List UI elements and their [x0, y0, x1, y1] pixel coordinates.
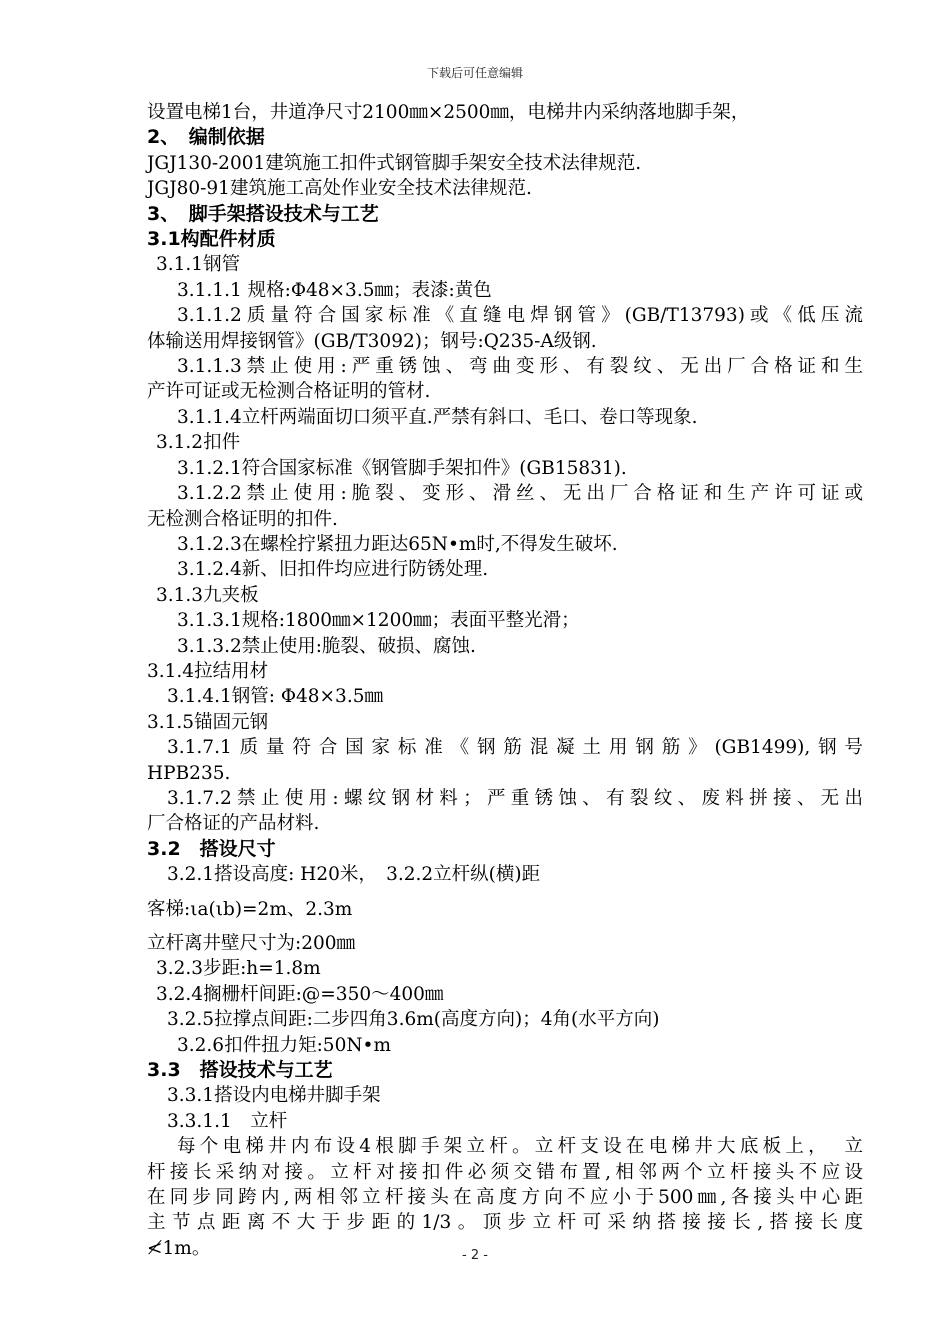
item-3-3-1-1: 3.3.1.1 立杆 — [167, 1110, 288, 1132]
item-3-1-7-2-line1: 3.1.7.2禁止使用:螺纹钢材料；严重锈蚀、有裂纹、废料拼接、无出 — [167, 787, 863, 809]
item-3-1-3: 3.1.3九夹板 — [156, 584, 259, 606]
item-3-1-4-1: 3.1.4.1钢管: Φ48×3.5㎜ — [167, 686, 383, 708]
item-3-2-5: 3.2.5拉撑点间距:二步四角3.6m(高度方向)；4角(水平方向) — [167, 1009, 660, 1031]
item-3-1-1-3-line1: 3.1.1.3禁止使用:严重锈蚀、弯曲变形、有裂纹、无出厂合格证和生 — [177, 356, 863, 378]
reference-jgj80: JGJ80-91建筑施工高处作业安全技术法律规范. — [147, 178, 532, 200]
paragraph-line1: 每个电梯井内布设4根脚手架立杆。立杆支设在电梯井大底板上， 立 — [177, 1136, 863, 1158]
item-3-1-5: 3.1.5锚固元钢 — [147, 711, 269, 733]
document-body — [147, 100, 863, 1261]
subsection-heading-3-1: 3.1构配件材质 — [147, 228, 276, 251]
elevator-spacing: 客梯:ιa(ιb)=2m、2.3m — [147, 898, 353, 920]
item-3-3-1: 3.3.1搭设内电梯井脚手架 — [167, 1085, 381, 1107]
item-3-1-1-2-line1: 3.1.1.2质量符合国家标准《直缝电焊钢管》(GB/T13793)或《低压流 — [177, 305, 863, 327]
page-number: - 2 - — [462, 1248, 488, 1263]
section-heading-2: 2、 编制依据 — [147, 126, 265, 149]
item-3-1-1-4: 3.1.1.4立杆两端面切口须平直.严禁有斜口、毛口、卷口等现象. — [177, 406, 698, 428]
item-3-2-3: 3.2.3步距:h=1.8m — [156, 958, 321, 980]
item-3-1-2: 3.1.2扣件 — [156, 432, 241, 454]
paragraph-line5: ≮1m。 — [147, 1237, 211, 1259]
item-3-1-7-1-line1: 3.1.7.1质量符合国家标准《钢筋混凝土用钢筋》(GB1499),钢号 — [167, 737, 863, 759]
section-heading-3: 3、 脚手架搭设技术与工艺 — [147, 202, 379, 225]
intro-line: 设置电梯1台，井道净尺寸2100㎜×2500㎜，电梯井内采纳落地脚手架， — [147, 102, 750, 123]
item-3-1-1-3-line2: 产许可证或无检测合格证明的管材. — [147, 381, 431, 403]
paragraph-line2: 杆接长采纳对接。立杆对接扣件必须交错布置,相邻两个立杆接头不应设 — [147, 1161, 863, 1183]
page-header: 下载后可任意编辑 — [426, 66, 523, 80]
paragraph-line3: 在同步同跨内,两相邻立杆接头在高度方向不应小于500㎜,各接头中心距 — [147, 1187, 863, 1209]
paragraph-line4: 主节点距离不大于步距的1/3。顶步立杆可采纳搭接接长,搭接长度 — [147, 1212, 863, 1234]
item-3-1-7-1-line2: HPB235. — [147, 762, 231, 784]
item-3-2-6: 3.2.6扣件扭力矩:50N•m — [177, 1034, 391, 1056]
item-3-1-2-3: 3.1.2.3在螺栓拧紧扭力距达65N•m时,不得发生破坏. — [177, 533, 618, 555]
item-3-1-7-2-line2: 厂合格证的产品材料. — [147, 813, 320, 835]
item-3-1-2-1: 3.1.2.1符合国家标准《钢管脚手架扣件》(GB15831). — [177, 457, 627, 479]
pole-wall-distance: 立杆离井壁尺寸为:200㎜ — [147, 933, 356, 954]
item-3-1-4: 3.1.4拉结用材 — [147, 660, 269, 682]
item-3-1-1-2-line2: 体输送用焊接钢管》(GB/T3092)；钢号:Q235-A级钢. — [147, 330, 597, 352]
reference-jgj130: JGJ130-2001建筑施工扣件式钢管脚手架安全技术法律规范. — [147, 152, 642, 174]
subsection-heading-3-3: 3.3 搭设技术与工艺 — [147, 1059, 333, 1082]
subsection-heading-3-2: 3.2 搭设尺寸 — [147, 837, 276, 860]
item-3-1-2-2-line1: 3.1.2.2禁止使用:脆裂、变形、滑丝、无出厂合格证和生产许可证或 — [177, 483, 863, 505]
item-3-1-2-4: 3.1.2.4新、旧扣件均应进行防锈处理. — [177, 559, 489, 581]
item-3-2-4: 3.2.4搁栅杆间距:@=350～400㎜ — [156, 983, 444, 1005]
item-3-1-3-2: 3.1.3.2禁止使用:脆裂、破损、腐蚀. — [177, 635, 476, 657]
item-3-1-2-2-line2: 无检测合格证明的扣件. — [147, 508, 338, 530]
item-3-1-1: 3.1.1钢管 — [156, 254, 241, 276]
item-3-1-1-1: 3.1.1.1 规格:Φ48×3.5㎜；表漆:黄色 — [177, 279, 492, 301]
item-3-2-1: 3.2.1搭设高度: H20米， 3.2.2立杆纵(横)距 — [167, 864, 541, 886]
item-3-1-3-1: 3.1.3.1规格:1800㎜×1200㎜；表面平整光滑； — [177, 610, 580, 632]
